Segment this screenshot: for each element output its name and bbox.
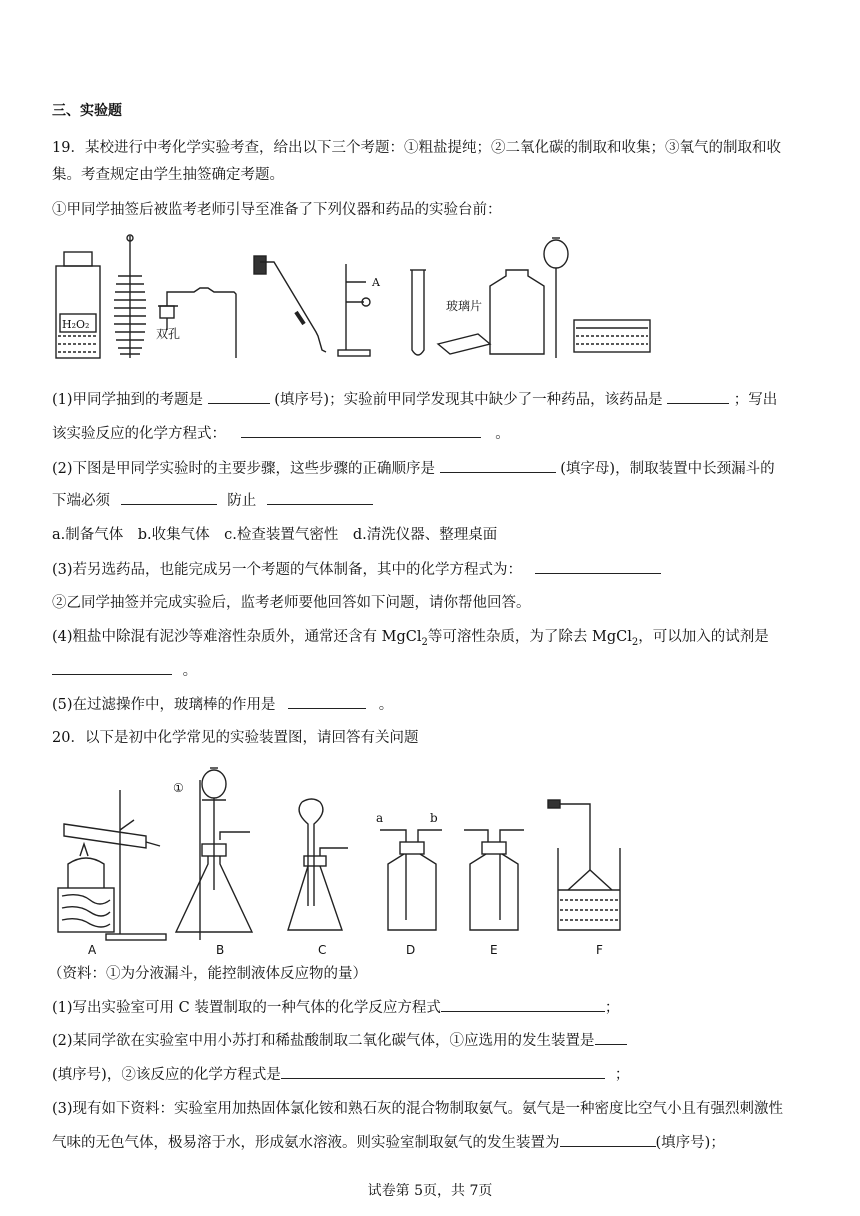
q19-s5 — [52, 693, 393, 714]
glass-slide-icon — [438, 334, 490, 354]
q19-intro-line2: 集。考查规定由学生抽签确定考题。 — [52, 167, 284, 183]
q19-s2-text-b: (填字母)，制取装置中长颈漏斗的 — [560, 461, 775, 477]
q20-s1-text-b: ； — [604, 1000, 620, 1016]
answer-blank[interactable] — [241, 423, 481, 438]
q19-s1-line2 — [52, 422, 510, 443]
q20-s2-text-b: (填序号)，②该反应的化学方程式是 — [52, 1067, 281, 1083]
q19-part1-intro: ①甲同学抽签后被监考老师引导至准备了下列仪器和药品的实验台前： — [52, 202, 502, 218]
answer-blank[interactable] — [441, 997, 605, 1012]
label-apparatus-b: B — [216, 943, 225, 957]
label-apparatus-d: D — [406, 943, 416, 957]
shuangkong-label: 双孔 — [156, 327, 181, 341]
apparatus-f-icon — [548, 800, 620, 930]
label-apparatus-a: A — [88, 943, 97, 957]
label-apparatus-e: E — [490, 943, 498, 957]
q20-s3-line2 — [52, 1131, 725, 1152]
q20-s1-text-a: (1)写出实验室可用 C 装置制取的一种气体的化学反应方程式 — [52, 1000, 441, 1016]
q20-apparatus-figure — [50, 760, 670, 960]
answer-blank[interactable] — [121, 490, 217, 505]
q19-s2-text-d: 防止 — [227, 493, 257, 509]
subscript: 2 — [421, 636, 428, 648]
q19-s5-text-a: (5)在过滤操作中，玻璃棒的作用是 — [52, 697, 276, 713]
q19-s4-text-b: 等可溶性杂质，为了除去 MgCl — [427, 629, 632, 645]
q20-note: （资料：①为分液漏斗，能控制液体反应物的量） — [48, 966, 367, 982]
apparatus-a-icon — [58, 790, 166, 940]
q19-s3-text: (3)若另选药品，也能完成另一个考题的气体制备，其中的化学方程式为： — [52, 562, 523, 578]
answer-blank[interactable] — [52, 660, 172, 675]
apparatus-b-icon — [176, 768, 252, 940]
answer-blank[interactable] — [267, 490, 373, 505]
q19-s4-text-c: ，可以加入的试剂是 — [638, 629, 769, 645]
q19-instruments-figure — [50, 232, 670, 364]
q19-s4-line1 — [52, 625, 769, 648]
q19-s1-text-e: 。 — [495, 426, 510, 442]
q19-s1-text-b: (填序号)；实验前甲同学发现其中缺少了一种药品，该药品是 — [274, 392, 663, 408]
funnel-icon — [544, 238, 568, 358]
double-hole-stopper-icon — [158, 288, 236, 358]
q20-s2-text-c: ； — [614, 1067, 630, 1083]
q20-s2-text-a: (2)某同学欲在实验室中用小苏打和稀盐酸制取二氧化碳气体，①应选用的发生装置是 — [52, 1033, 595, 1049]
q19-part2-intro: ②乙同学抽签并完成实验后，监考老师要他回答如下问题，请你帮他回答。 — [52, 595, 531, 611]
q19-s1-text-d: 该实验反应的化学方程式： — [52, 426, 226, 442]
test-tube-brush-icon — [114, 235, 146, 358]
answer-blank[interactable] — [281, 1064, 605, 1079]
q20-intro: 20．以下是初中化学常见的实验装置图，请回答有关问题 — [52, 730, 419, 746]
q19-s4-text-a: (4)粗盐中除混有泥沙等难溶性杂质外，通常还含有 MgCl — [52, 629, 422, 645]
label-circle1: ① — [173, 781, 184, 795]
answer-blank[interactable] — [440, 458, 556, 473]
test-tube-icon — [410, 270, 426, 355]
water-trough-icon — [574, 320, 650, 352]
page-footer: 试卷第 5页，共 7页 — [367, 1183, 493, 1199]
label-apparatus-f: F — [596, 943, 603, 957]
q20-s1 — [52, 996, 619, 1017]
answer-blank[interactable] — [288, 694, 366, 709]
section-title: 三、实验题 — [52, 103, 122, 119]
answer-blank[interactable] — [667, 389, 729, 404]
q19-s4-text-d: 。 — [182, 663, 198, 679]
q19-s1-line1 — [52, 388, 777, 409]
q19-steps: a.制备气体 b.收集气体 c.检查装置气密性 d.清洗仪器、整理桌面 — [52, 527, 498, 543]
subscript: 2 — [631, 636, 639, 648]
apparatus-c-icon — [288, 799, 348, 930]
apparatus-d-icon — [380, 830, 442, 930]
q20-s3-text-b: 气味的无色气体，极易溶于水，形成氨水溶液。则实验室制取氨气的发生装置为 — [52, 1135, 560, 1151]
q20-s2-line1 — [52, 1029, 627, 1050]
h2o2-bottle-icon — [56, 252, 100, 358]
boli-label: 玻璃片 — [446, 299, 483, 313]
q19-intro-line1: 19．某校进行中考化学实验考查，给出以下三个考题：①粗盐提纯；②二氧化碳的制取和收集；③氧气的制取和收 — [52, 140, 781, 156]
apparatus-e-icon — [464, 830, 524, 930]
q20-s3-text-c: (填序号)； — [655, 1135, 725, 1151]
q20-s3-line1: (3)现有如下资料：实验室用加热固体氯化铵和熟石灰的混合物制取氨气。氨气是一种密度比空气小且有强烈刺激性 — [52, 1101, 784, 1117]
h2o2-label: H₂O₂ — [62, 318, 90, 331]
iron-stand-icon — [338, 264, 370, 356]
answer-blank[interactable] — [535, 559, 661, 574]
label-b-port: b — [430, 811, 438, 825]
q19-s3 — [52, 558, 661, 579]
answer-blank[interactable] — [595, 1030, 627, 1045]
answer-blank[interactable] — [208, 389, 270, 404]
q19-s1-text-a: (1)甲同学抽到的考题是 — [52, 392, 204, 408]
gas-jar-icon — [490, 270, 544, 354]
label-a-port: a — [376, 811, 384, 825]
label-a: A — [372, 276, 380, 289]
q20-s2-line2 — [52, 1063, 629, 1084]
q19-s1-text-c: ；写出 — [733, 392, 778, 408]
q19-s2-line1 — [52, 457, 775, 478]
q19-s4-line2 — [52, 659, 197, 680]
answer-blank[interactable] — [560, 1132, 656, 1147]
label-apparatus-c: C — [318, 943, 327, 957]
delivery-tube-icon — [254, 256, 326, 352]
q19-s2-text-c: 下端必须 — [52, 493, 110, 509]
q19-s2-text-a: (2)下图是甲同学实验时的主要步骤，这些步骤的正确顺序是 — [52, 461, 436, 477]
q19-s2-line2 — [52, 489, 373, 510]
q19-s5-text-b: 。 — [378, 697, 394, 713]
